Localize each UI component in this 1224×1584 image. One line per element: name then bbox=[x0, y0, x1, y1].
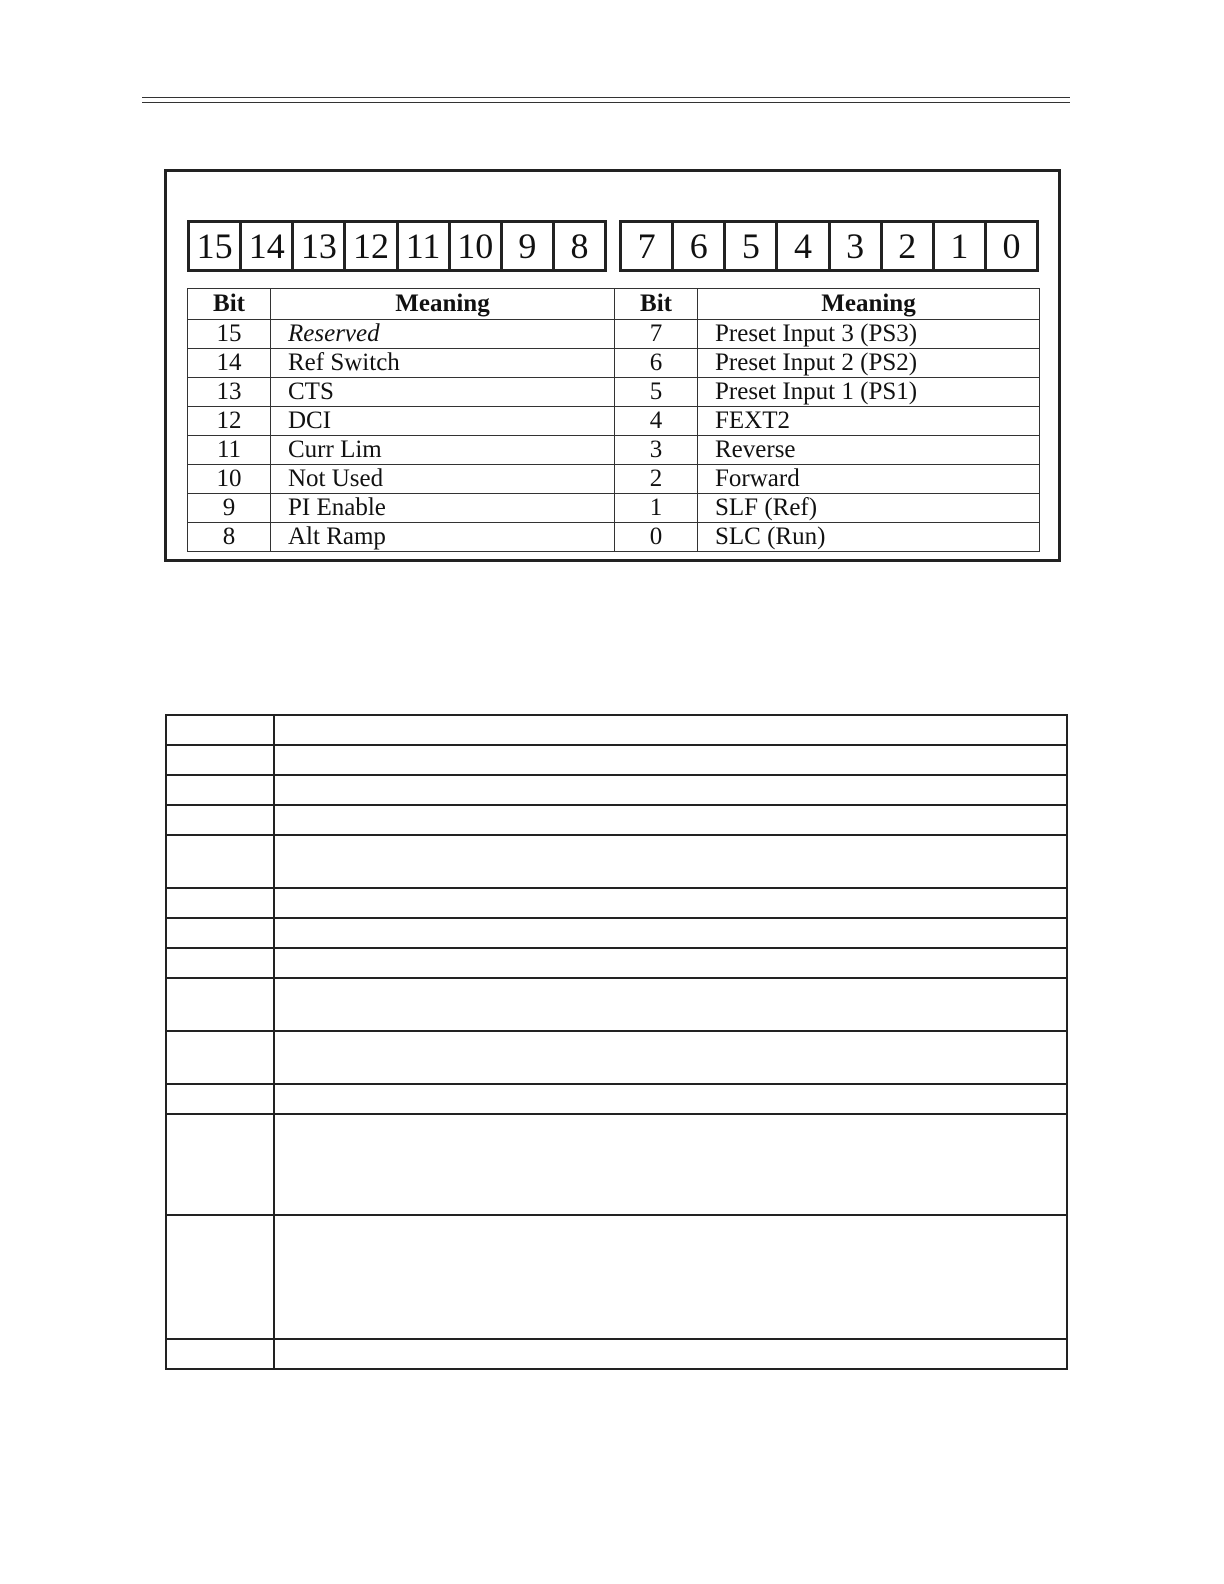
table-row bbox=[166, 1215, 1067, 1339]
bit-box: 6 bbox=[671, 223, 723, 269]
bit-number: 10 bbox=[188, 465, 271, 494]
table-cell bbox=[166, 715, 274, 745]
header-bit-left: Bit bbox=[188, 289, 271, 320]
table-cell bbox=[166, 775, 274, 805]
table-cell bbox=[274, 775, 1067, 805]
bit-number: 11 bbox=[188, 436, 271, 465]
table-row bbox=[166, 805, 1067, 835]
table-cell bbox=[166, 948, 274, 978]
table-row bbox=[166, 775, 1067, 805]
bit-meaning: Reserved bbox=[271, 320, 615, 349]
bit-meaning: Preset Input 2 (PS2) bbox=[698, 349, 1040, 378]
bit-number: 12 bbox=[188, 407, 271, 436]
high-byte-bit-row bbox=[187, 220, 607, 272]
table-row bbox=[166, 835, 1067, 888]
bit-meaning: Reverse bbox=[698, 436, 1040, 465]
table-row bbox=[166, 978, 1067, 1031]
table-row bbox=[166, 1114, 1067, 1215]
table-cell bbox=[274, 835, 1067, 888]
bit-meaning: FEXT2 bbox=[698, 407, 1040, 436]
table-cell bbox=[274, 918, 1067, 948]
table-header-row bbox=[188, 289, 1040, 320]
bit-number: 1 bbox=[615, 494, 698, 523]
bit-box: 1 bbox=[932, 223, 984, 269]
table-cell bbox=[166, 888, 274, 918]
table-cell bbox=[166, 805, 274, 835]
header-meaning-right: Meaning bbox=[698, 289, 1040, 320]
table-cell bbox=[166, 1084, 274, 1114]
bit-number: 15 bbox=[188, 320, 271, 349]
bit-box: 3 bbox=[828, 223, 880, 269]
bit-box: 4 bbox=[775, 223, 827, 269]
table-cell bbox=[274, 948, 1067, 978]
bit-box: 5 bbox=[723, 223, 775, 269]
bit-meaning: DCI bbox=[271, 407, 615, 436]
empty-description-table bbox=[165, 714, 1068, 1370]
table-cell bbox=[166, 1215, 274, 1339]
bit-box: 15 bbox=[196, 226, 233, 266]
table-cell bbox=[166, 1339, 274, 1369]
table-cell bbox=[166, 918, 274, 948]
bit-number: 0 bbox=[615, 523, 698, 552]
table-row bbox=[166, 1339, 1067, 1369]
table-cell bbox=[166, 978, 274, 1031]
table-row bbox=[188, 378, 1040, 407]
table-cell bbox=[274, 978, 1067, 1031]
table-row bbox=[188, 349, 1040, 378]
table-row bbox=[188, 465, 1040, 494]
bit-box: 9 bbox=[500, 223, 552, 269]
bit-meaning: PI Enable bbox=[271, 494, 615, 523]
table-cell bbox=[166, 1114, 274, 1215]
table-cell bbox=[274, 1031, 1067, 1084]
table-cell bbox=[274, 745, 1067, 775]
table-cell bbox=[274, 1084, 1067, 1114]
bit-box: 2 bbox=[880, 223, 932, 269]
bit-meaning: Preset Input 1 (PS1) bbox=[698, 378, 1040, 407]
bit-box: 10 bbox=[448, 223, 500, 269]
bit-meaning-table bbox=[187, 288, 1040, 552]
header-rule-top bbox=[142, 97, 1070, 98]
table-row bbox=[188, 320, 1040, 349]
bit-meaning: SLF (Ref) bbox=[698, 494, 1040, 523]
table-row bbox=[188, 436, 1040, 465]
bit-meaning: Curr Lim bbox=[271, 436, 615, 465]
table-row bbox=[166, 1084, 1067, 1114]
bit-box: 11 bbox=[396, 223, 448, 269]
table-cell bbox=[166, 1031, 274, 1084]
bit-number: 8 bbox=[188, 523, 271, 552]
bit-meaning: Alt Ramp bbox=[271, 523, 615, 552]
bit-meaning: Not Used bbox=[271, 465, 615, 494]
table-row bbox=[166, 715, 1067, 745]
header-bit-right: Bit bbox=[615, 289, 698, 320]
table-row bbox=[166, 888, 1067, 918]
header-rule-bottom bbox=[142, 102, 1070, 103]
bit-box: 0 bbox=[984, 223, 1036, 269]
bit-number: 3 bbox=[615, 436, 698, 465]
header-meaning-left: Meaning bbox=[271, 289, 615, 320]
table-cell bbox=[166, 835, 274, 888]
bit-box: 13 bbox=[291, 223, 343, 269]
bit-meaning: SLC (Run) bbox=[698, 523, 1040, 552]
bit-number: 14 bbox=[188, 349, 271, 378]
bit-meaning: Ref Switch bbox=[271, 349, 615, 378]
bit-box: 12 bbox=[343, 223, 395, 269]
bit-meaning: Preset Input 3 (PS3) bbox=[698, 320, 1040, 349]
bit-number: 6 bbox=[615, 349, 698, 378]
table-cell bbox=[274, 1114, 1067, 1215]
bit-box: 8 bbox=[552, 223, 604, 269]
table-row bbox=[188, 494, 1040, 523]
table-row bbox=[166, 918, 1067, 948]
bit-box: 7 bbox=[637, 226, 656, 266]
table-cell bbox=[274, 1339, 1067, 1369]
table-row bbox=[166, 948, 1067, 978]
bit-meaning: CTS bbox=[271, 378, 615, 407]
bit-number: 7 bbox=[615, 320, 698, 349]
table-row bbox=[166, 1031, 1067, 1084]
table-row bbox=[188, 407, 1040, 436]
status-word-figure bbox=[164, 169, 1061, 562]
table-cell bbox=[274, 715, 1067, 745]
bit-number: 13 bbox=[188, 378, 271, 407]
table-cell bbox=[166, 745, 274, 775]
table-row bbox=[166, 745, 1067, 775]
bit-meaning: Forward bbox=[698, 465, 1040, 494]
bit-box: 14 bbox=[239, 223, 291, 269]
bit-number: 9 bbox=[188, 494, 271, 523]
table-cell bbox=[274, 888, 1067, 918]
bit-number: 5 bbox=[615, 378, 698, 407]
low-byte-bit-row bbox=[619, 220, 1039, 272]
bit-number: 2 bbox=[615, 465, 698, 494]
bit-number: 4 bbox=[615, 407, 698, 436]
table-row bbox=[188, 523, 1040, 552]
table-cell bbox=[274, 1215, 1067, 1339]
table-cell bbox=[274, 805, 1067, 835]
